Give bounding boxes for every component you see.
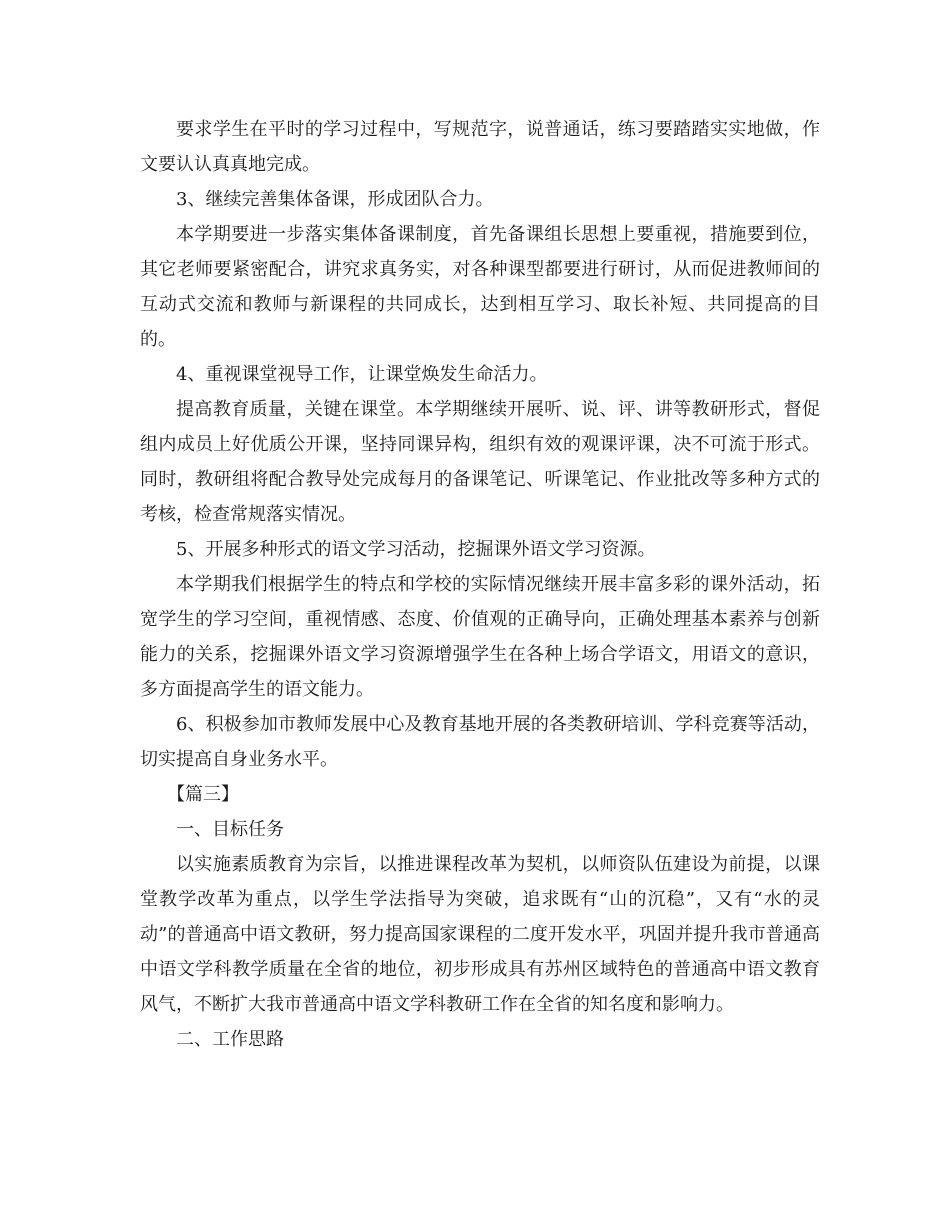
heading-goals: 一、目标任务 — [176, 819, 284, 840]
heading-classroom-supervision: 4、重视课堂视导工作，让课堂焕发生命活力。 — [176, 364, 548, 385]
heading-collective-lesson-prep: 3、继续完善集体备课，形成团队合力。 — [176, 189, 494, 210]
heading-learning-activities: 5、开展多种形式的语文学习活动，挖掘课外语文学习资源。 — [176, 539, 656, 560]
paragraph-training-participation: 6、积极参加市教师发展中心及教育基地开展的各类教研培训、学科竞赛等活动，切实提高自身业务水平。 — [140, 714, 820, 770]
paragraph-collective-lesson-prep: 本学期要进一步落实集体备课制度，首先备课组长思想上要重视，措施要到位，其它老师要紧密配合，讲究求真务实，对各种课型都要进行研讨，从而促进教师间的互动式交流和教师与新课程的共同成长，达到相互学习、取长补短、共同提高的目的。 — [140, 224, 820, 350]
heading-work-approach: 二、工作思路 — [176, 1029, 284, 1050]
document-body — [140, 112, 820, 1057]
paragraph-requirements: 要求学生在平时的学习过程中，写规范字，说普通话，练习要踏踏实实地做，作文要认认真真地完成。 — [140, 119, 820, 175]
paragraph-goals: 以实施素质教育为宗旨，以推进课程改革为契机，以师资队伍建设为前提，以课堂教学改革为重点，以学生学法指导为突破，追求既有“山的沉稳”，又有“水的灵动”的普通高中语文教研，努力提高国家课程的二度开发水平，巩固并提升我市普通高中语文学科教学质量在全省的地位，初步形成具有苏州区域特色的普通高中语文教育风气，不断扩大我市普通高中语文学科教研工作在全省的知名度和影响力。 — [140, 854, 820, 1015]
section-tag-part-three: 【篇三】 — [167, 784, 239, 805]
paragraph-learning-activities: 本学期我们根据学生的特点和学校的实际情况继续开展丰富多彩的课外活动，拓宽学生的学习空间，重视情感、态度、价值观的正确导向，正确处理基本素养与创新能力的关系，挖掘课外语文学习资源增强学生在各种上场合学语文，用语文的意识，多方面提高学生的语文能力。 — [140, 574, 820, 700]
paragraph-classroom-supervision: 提高教育质量，关键在课堂。本学期继续开展听、说、评、讲等教研形式，督促组内成员上好优质公开课，坚持同课异构，组织有效的观课评课，决不可流于形式。同时，教研组将配合教导处完成每月的备课笔记、听课笔记、作业批改等多种方式的考核，检查常规落实情况。 — [140, 399, 820, 525]
